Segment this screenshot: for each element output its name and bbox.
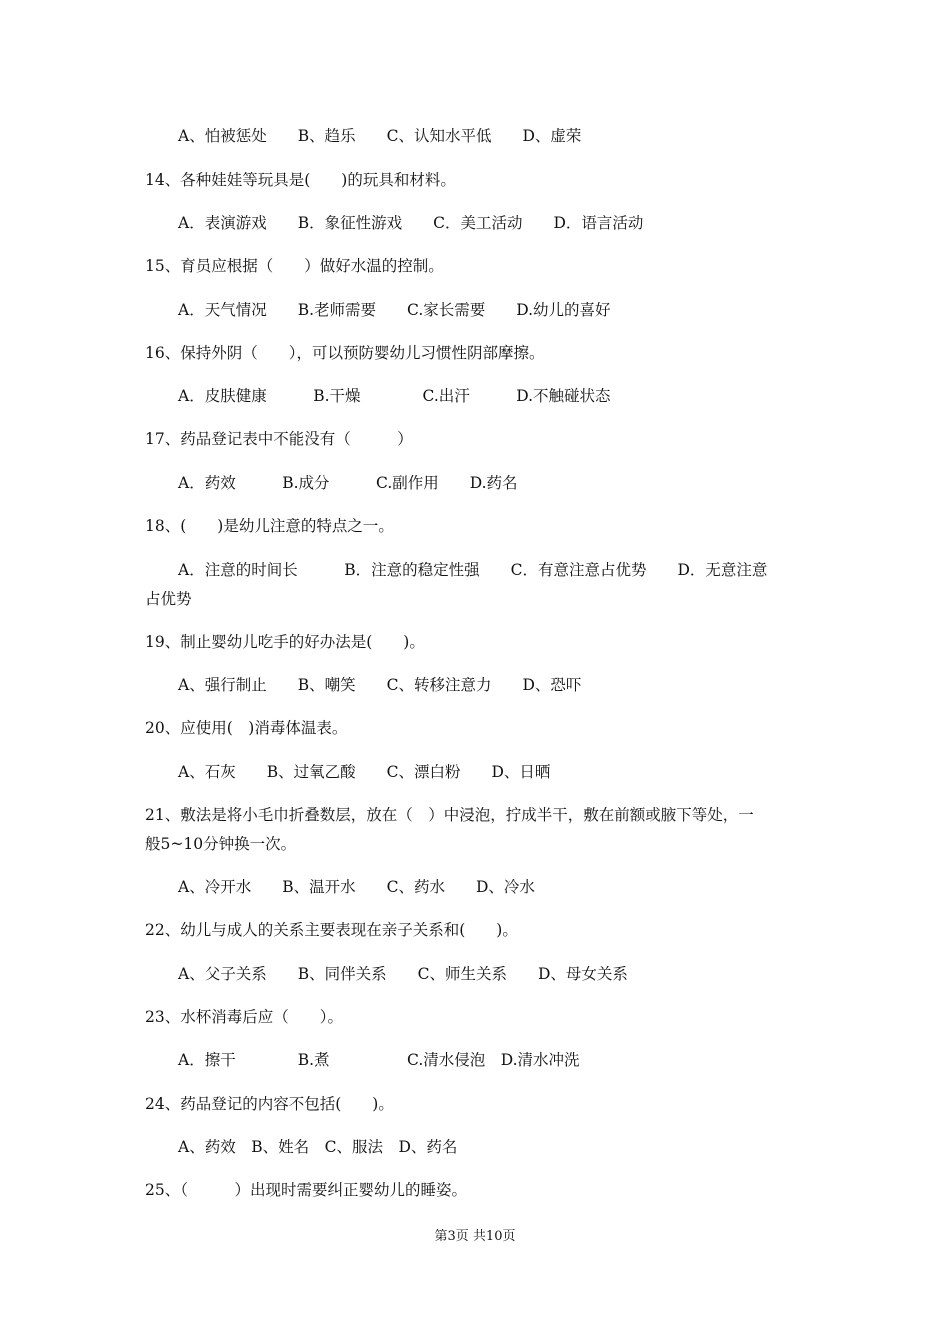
q24-options: A、药效 B、姓名 C、服法 D、药名 (178, 1138, 458, 1156)
q18-options-cont: 占优势 (145, 590, 192, 608)
q20-question: 20、应使用( )消毒体温表。 (145, 719, 348, 737)
q15-options: A．天气情况 B.老师需要 C.家长需要 D.幼儿的喜好 (178, 301, 611, 319)
q14-options: A．表演游戏 B．象征性游戏 C．美工活动 D．语言活动 (178, 214, 644, 232)
page-footer: 第3页 共10页 (434, 1229, 516, 1244)
q24-question: 24、药品登记的内容不包括( )。 (145, 1095, 394, 1113)
q21-question: 21、敷法是将小毛巾折叠数层，放在（ ）中浸泡，拧成半干，敷在前额或腋下等处，一 (145, 806, 754, 824)
q25-question: 25、（ ）出现时需要纠正婴幼儿的睡姿。 (145, 1181, 467, 1199)
q21-question-cont: 般5~10分钟换一次。 (145, 835, 297, 853)
q17-question: 17、药品登记表中不能没有（ ） (145, 430, 413, 448)
q19-options: A、强行制止 B、嘲笑 C、转移注意力 D、恐吓 (178, 676, 582, 694)
q21-options: A、冷开水 B、温开水 C、药水 D、冷水 (178, 878, 535, 896)
q22-options: A、父子关系 B、同伴关系 C、师生关系 D、母女关系 (178, 965, 628, 983)
q16-options: A．皮肤健康 B.干燥 C.出汗 D.不触碰状态 (178, 387, 611, 405)
q13-options: A、怕被惩处 B、趋乐 C、认知水平低 D、虚荣 (178, 127, 582, 145)
q16-question: 16、保持外阴（ ），可以预防婴幼儿习惯性阴部摩擦。 (145, 344, 545, 362)
q15-question: 15、育员应根据（ ）做好水温的控制。 (145, 257, 444, 275)
q22-question: 22、幼儿与成人的关系主要表现在亲子关系和( )。 (145, 921, 518, 939)
q17-options: A．药效 B.成分 C.副作用 D.药名 (178, 474, 518, 492)
q19-question: 19、制止婴幼儿吃手的好办法是( )。 (145, 633, 425, 651)
q23-question: 23、水杯消毒后应（ ）。 (145, 1008, 343, 1026)
q18-question: 18、( )是幼儿注意的特点之一。 (145, 517, 394, 535)
q14-question: 14、各种娃娃等玩具是( )的玩具和材料。 (145, 171, 456, 189)
q20-options: A、石灰 B、过氧乙酸 C、漂白粉 D、日晒 (178, 763, 551, 781)
q18-options: A．注意的时间长 B．注意的稳定性强 C．有意注意占优势 D．无意注意 (178, 561, 768, 579)
q23-options: A．擦干 B.煮 C.清水侵泡 D.清水冲洗 (178, 1051, 580, 1069)
